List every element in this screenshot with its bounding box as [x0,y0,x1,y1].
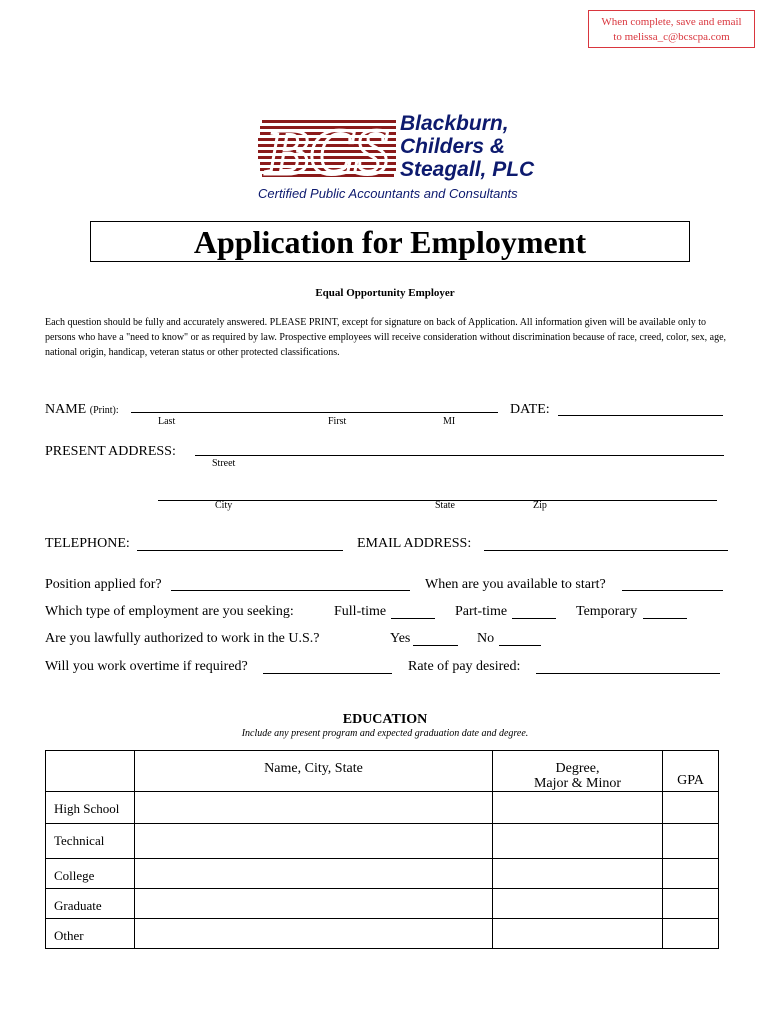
notice-line-2: to melissa_c@bcscpa.com [613,31,730,43]
education-degree-cell[interactable] [493,824,663,859]
subtitle: Equal Opportunity Employer [315,287,455,299]
overtime-label: Will you work overtime if required? [45,659,248,674]
no-field[interactable] [499,645,541,646]
education-row-label: College [46,859,135,889]
page-title: Application for Employment [90,221,690,262]
education-gpa-cell[interactable] [663,824,719,859]
education-header-degree: Degree, Major & Minor [493,751,663,792]
education-gpa-cell[interactable] [663,919,719,949]
education-row-label: Other [46,919,135,949]
firm-tagline: Certified Public Accountants and Consultants [258,186,518,201]
street-field[interactable] [195,455,724,456]
email-label: EMAIL ADDRESS: [357,536,472,551]
city-label: City [215,500,233,511]
available-label: When are you available to start? [425,577,606,592]
education-row-other [46,919,719,949]
overtime-field[interactable] [263,673,392,674]
bcs-logo-mark-icon [258,116,398,184]
education-gpa-cell[interactable] [663,889,719,919]
education-header-name: Name, City, State [135,751,493,792]
telephone-label: TELEPHONE: [45,536,130,551]
telephone-field[interactable] [137,550,343,551]
education-gpa-cell[interactable] [663,859,719,889]
education-degree-cell[interactable] [493,792,663,824]
yes-label: Yes [390,631,411,646]
fulltime-label: Full-time [334,604,387,619]
name-label: NAME (Print): [45,402,119,417]
education-name-cell[interactable] [135,859,493,889]
company-logo [258,112,548,204]
date-label: DATE: [510,402,550,417]
authorized-label: Are you lawfully authorized to work in the U.S.? [45,631,320,646]
education-row-label: High School [46,792,135,824]
education-degree-cell[interactable] [493,919,663,949]
no-label: No [477,631,495,646]
education-header-blank [46,751,135,792]
parttime-field[interactable] [512,618,556,619]
education-row-graduate [46,889,719,919]
education-row-technical [46,824,719,859]
education-row-label: Technical [46,824,135,859]
education-name-cell[interactable] [135,824,493,859]
education-name-cell[interactable] [135,919,493,949]
name-mi-label: MI [443,416,456,427]
temporary-field[interactable] [643,618,687,619]
zip-label: Zip [533,500,547,511]
position-field[interactable] [171,590,410,591]
notice-line-1: When complete, save and email [601,16,742,28]
address-label: PRESENT ADDRESS: [45,444,176,459]
education-row-high-school [46,792,719,824]
state-label: State [435,500,455,511]
name-field[interactable] [131,412,498,413]
yes-field[interactable] [413,645,458,646]
temporary-label: Temporary [576,604,638,619]
education-gpa-cell[interactable] [663,792,719,824]
name-last-label: Last [158,416,176,427]
firm-name: Blackburn, Childers & Steagall, PLC [400,112,535,181]
education-degree-cell[interactable] [493,859,663,889]
street-label: Street [212,458,236,469]
available-field[interactable] [622,590,723,591]
education-name-cell[interactable] [135,792,493,824]
education-row-college [46,859,719,889]
education-table [45,750,719,949]
parttime-label: Part-time [455,604,508,619]
education-title: EDUCATION [342,712,428,727]
pay-field[interactable] [536,673,720,674]
education-header-gpa: GPA [663,751,719,792]
fulltime-field[interactable] [391,618,435,619]
email-field[interactable] [484,550,728,551]
employment-type-label: Which type of employment are you seeking: [45,604,294,619]
education-name-cell[interactable] [135,889,493,919]
pay-label: Rate of pay desired: [408,659,521,674]
date-field[interactable] [558,415,723,416]
intro-paragraph: Each question should be fully and accurately answered. PLEASE PRINT, except for signature on back of Application. All information given will be available only to persons who have a "need to know" or as required by law. Prospective employees will receive consideration without discrimination because of race, creed, color, sex, age, national origin, handicap, veteran status or other protected classifications. [45,317,727,358]
name-first-label: First [328,416,347,427]
svg-text:BCS: BCS [265,116,391,184]
position-label: Position applied for? [45,577,162,592]
education-note: Include any present program and expected graduation date and degree. [241,728,529,739]
submission-notice [588,10,755,48]
education-row-label: Graduate [46,889,135,919]
education-degree-cell[interactable] [493,889,663,919]
